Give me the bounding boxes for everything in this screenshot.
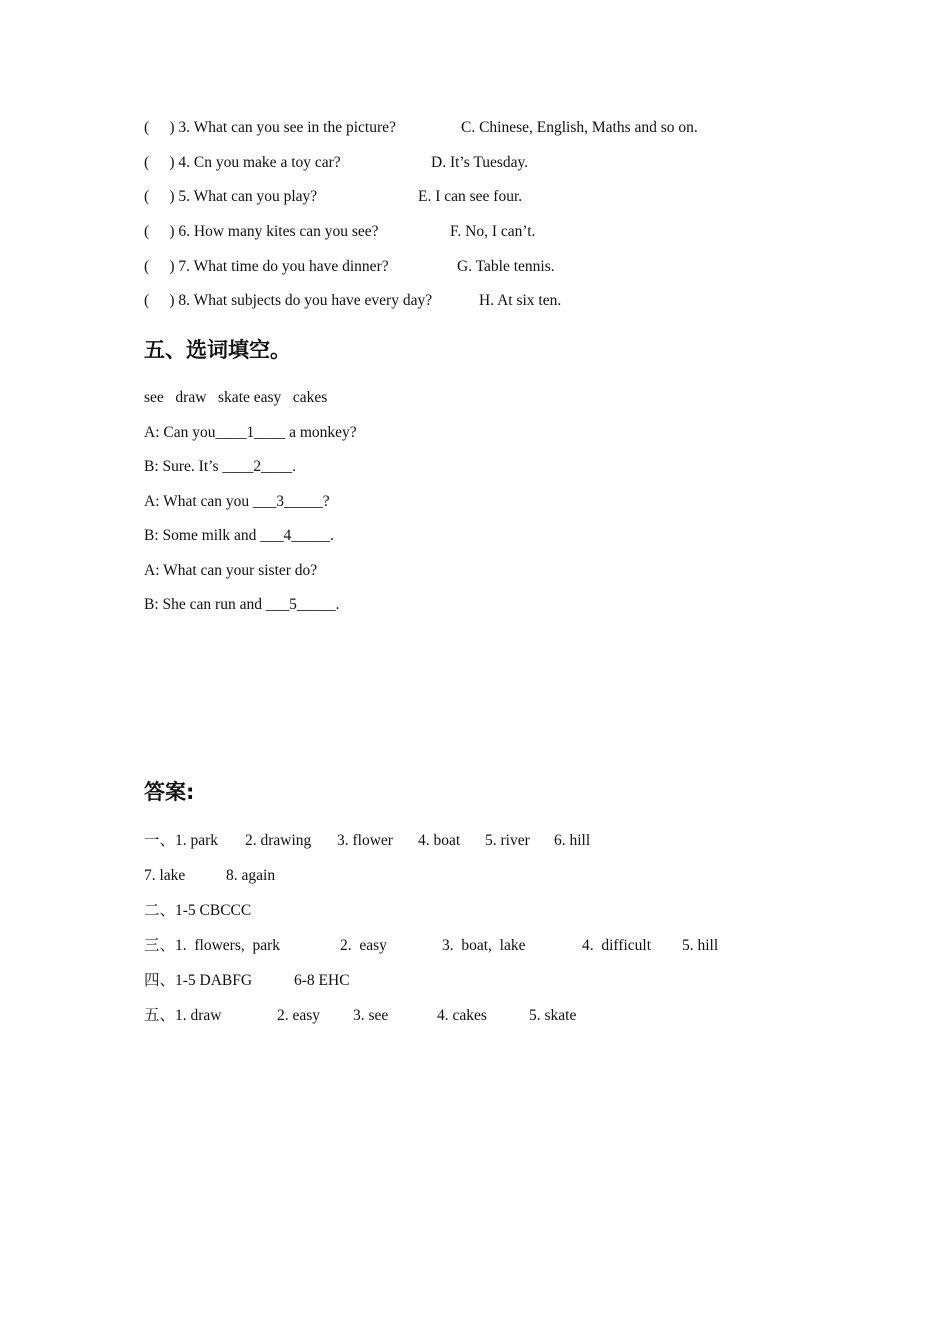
dialogue-line: A: Can you____1____ a monkey?: [144, 424, 357, 441]
answer-paren: (: [144, 119, 150, 136]
answer-item: 4. difficult: [582, 937, 652, 954]
answer-item: 2. drawing: [245, 832, 312, 849]
match-question: ) 6. How many kites can you see?: [150, 223, 379, 240]
answer-item: 3. boat, lake: [442, 937, 526, 954]
match-answer: F. No, I can’t.: [450, 223, 536, 240]
dialogue-line: A: What can your sister do?: [144, 562, 318, 579]
dialogue-line: A: What can you ___3_____?: [144, 493, 330, 510]
match-answer: E. I can see four.: [418, 188, 523, 205]
answer-item: 四、1-5 DABFG: [144, 972, 253, 989]
answer-item: 4. cakes: [437, 1007, 487, 1024]
dialogue-line: B: Sure. It’s ____2____.: [144, 458, 296, 475]
answer-item: 6. hill: [554, 832, 591, 849]
answer-item: 5. skate: [529, 1007, 577, 1024]
answer-paren: (: [144, 188, 150, 205]
answer-item: 4. boat: [418, 832, 461, 849]
answer-item: 5. river: [485, 832, 530, 849]
match-answer: H. At six ten.: [479, 292, 562, 309]
answer-item: 3. flower: [337, 832, 393, 849]
answer-item: 5. hill: [682, 937, 719, 954]
match-answer: C. Chinese, English, Maths and so on.: [461, 119, 698, 136]
answer-item: 6-8 EHC: [294, 972, 350, 989]
dialogue-line: B: She can run and ___5_____.: [144, 596, 340, 613]
answer-item: 一、1. park: [144, 832, 219, 849]
answer-paren: (: [144, 223, 150, 240]
match-question: ) 5. What can you play?: [150, 188, 318, 205]
word-bank: see draw skate easy cakes: [144, 389, 328, 406]
answer-item: 3. see: [353, 1007, 389, 1024]
match-answer: G. Table tennis.: [457, 258, 555, 275]
answer-item: 三、1. flowers, park: [144, 937, 281, 954]
match-question: ) 8. What subjects do you have every day?: [150, 292, 433, 309]
dialogue-line: B: Some milk and ___4_____.: [144, 527, 334, 544]
match-question: ) 7. What time do you have dinner?: [150, 258, 389, 275]
match-answer: D. It’s Tuesday.: [431, 154, 529, 171]
answer-paren: (: [144, 258, 150, 275]
section-5-title: 五、选词填空。: [144, 338, 291, 362]
answer-item: 7. lake: [144, 867, 186, 884]
answer-item: 2. easy: [340, 937, 387, 954]
match-question: ) 4. Cn you make a toy car?: [150, 154, 341, 171]
answer-paren: (: [144, 292, 150, 309]
answer-item: 二、1-5 CBCCC: [144, 902, 252, 919]
answer-item: 五、1. draw: [144, 1007, 222, 1024]
match-question: ) 3. What can you see in the picture?: [150, 119, 396, 136]
answer-item: 8. again: [226, 867, 276, 884]
answer-item: 2. easy: [277, 1007, 321, 1024]
answer-paren: (: [144, 154, 150, 171]
answers-title: 答案:: [144, 780, 195, 804]
